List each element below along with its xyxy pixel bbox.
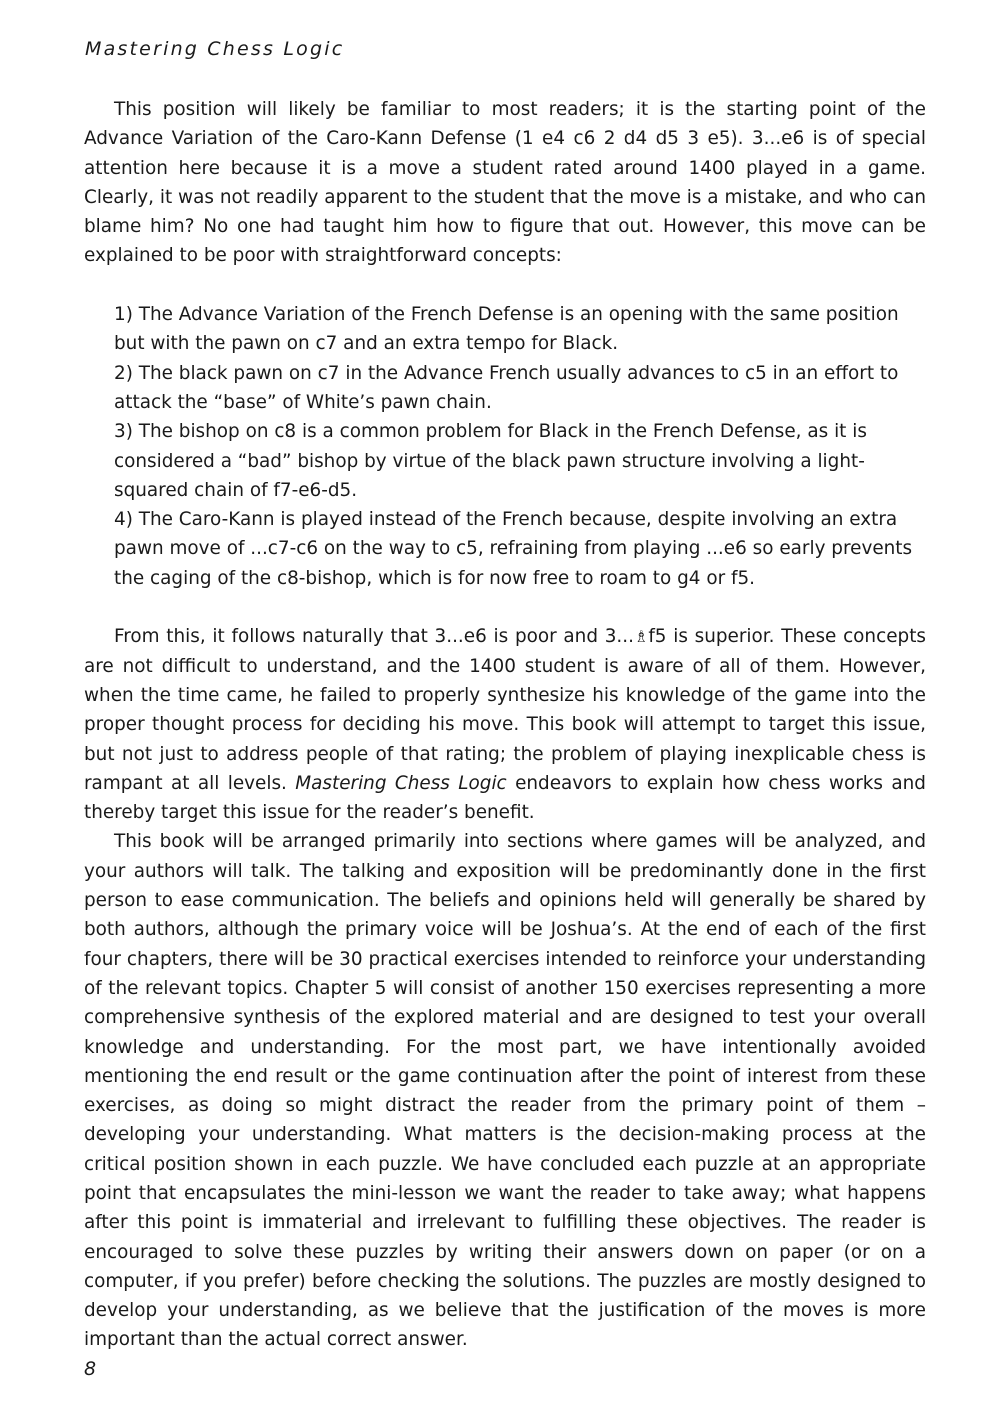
paragraph-conclusion (84, 622, 926, 827)
running-head: Mastering Chess Logic (85, 38, 345, 60)
bishop-icon: ♗ (633, 627, 649, 647)
concepts-list (84, 300, 926, 593)
list-item: 4) The Caro-Kann is played instead of the French because, despite involving an extra pawn move of ...c7-c6 on the way to c5, refraining from playing ...e6 so early prevents the caging of the c8-bishop, which is for now free to roam to g4 or f5. (114, 509, 913, 589)
list-item: 2) The black pawn on c7 in the Advance French usually advances to c5 in an effort to attack the “base” of White’s pawn chain. (114, 362, 899, 413)
list-item: 3) The bishop on c8 is a common problem for Black in the French Defense, as it is considered a “bad” bishop by virtue of the black pawn structure involving a light-squared chain of f7-e6-d5. (114, 421, 867, 501)
list-item: 1) The Advance Variation of the French Defense is an opening with the same position but with the pawn on c7 and an extra tempo for Black. (114, 304, 899, 355)
paragraph-conclusion-middle: f5 is superior. These concepts are not difficult to understand, and the 1400 student is aware of all of them. However, when the time came, he failed to properly synthesize his knowledge of the game into the proper thought process for deciding his move. This book will attempt to target this issue, but not just to address people of that rating; the problem of playing inexplicable chess is rampant at all levels. (84, 626, 926, 794)
body-text (84, 95, 926, 1355)
page-number: 8 (84, 1358, 97, 1380)
paragraph-intro: This position will likely be familiar to most readers; it is the starting point of the Advance Variation of the Caro-Kann Defense (1 e4 c6 2 d4 d5 3 e5). 3...e6 is of special attention here because it is a move a student rated around 1400 played in a game. Clearly, it was not readily apparent to the student that the move is a mistake, and who can blame him? No one had taught him how to figure that out. However, this move can be explained to be poor with straightforward concepts: (84, 99, 926, 267)
paragraph-book-arrangement: This book will be arranged primarily into sections where games will be analyzed, and your authors will talk. The talking and exposition will be predominantly done in the first person to ease communication. The beliefs and opinions held will generally be shared by both authors, although the primary voice will be Joshua’s. At the end of each of the first four chapters, there will be 30 practical exercises intended to reinforce your understanding of the relevant topics. Chapter 5 will consist of another 150 exercises representing a more comprehensive synthesis of the explored material and are designed to test your overall knowledge and understanding. For the most part, we have intentionally avoided mentioning the end result or the game continuation after the point of interest from these exercises, as doing so might distract the reader from the primary point of them – developing your understanding. What matters is the decision-making process at the critical position shown in each puzzle. We have concluded each puzzle at an appropriate point that encapsulates the mini-lesson we want the reader to take away; what happens after this point is immaterial and irrelevant to fulfilling these objectives. The reader is encouraged to solve these puzzles by writing their answers down on paper (or on a computer, if you prefer) before checking the solutions. The puzzles are mostly designed to develop your understanding, as we believe that the justification of the moves is more important than the actual correct answer. (84, 831, 926, 1351)
book-title-italic: Mastering Chess Logic (295, 772, 507, 794)
paragraph-conclusion-start: From this, it follows naturally that 3...e6 is poor and 3... (114, 626, 634, 648)
paragraph-conclusion-end: endeavors to explain how chess works and thereby target this issue for the reader’s benefit. (84, 772, 926, 824)
